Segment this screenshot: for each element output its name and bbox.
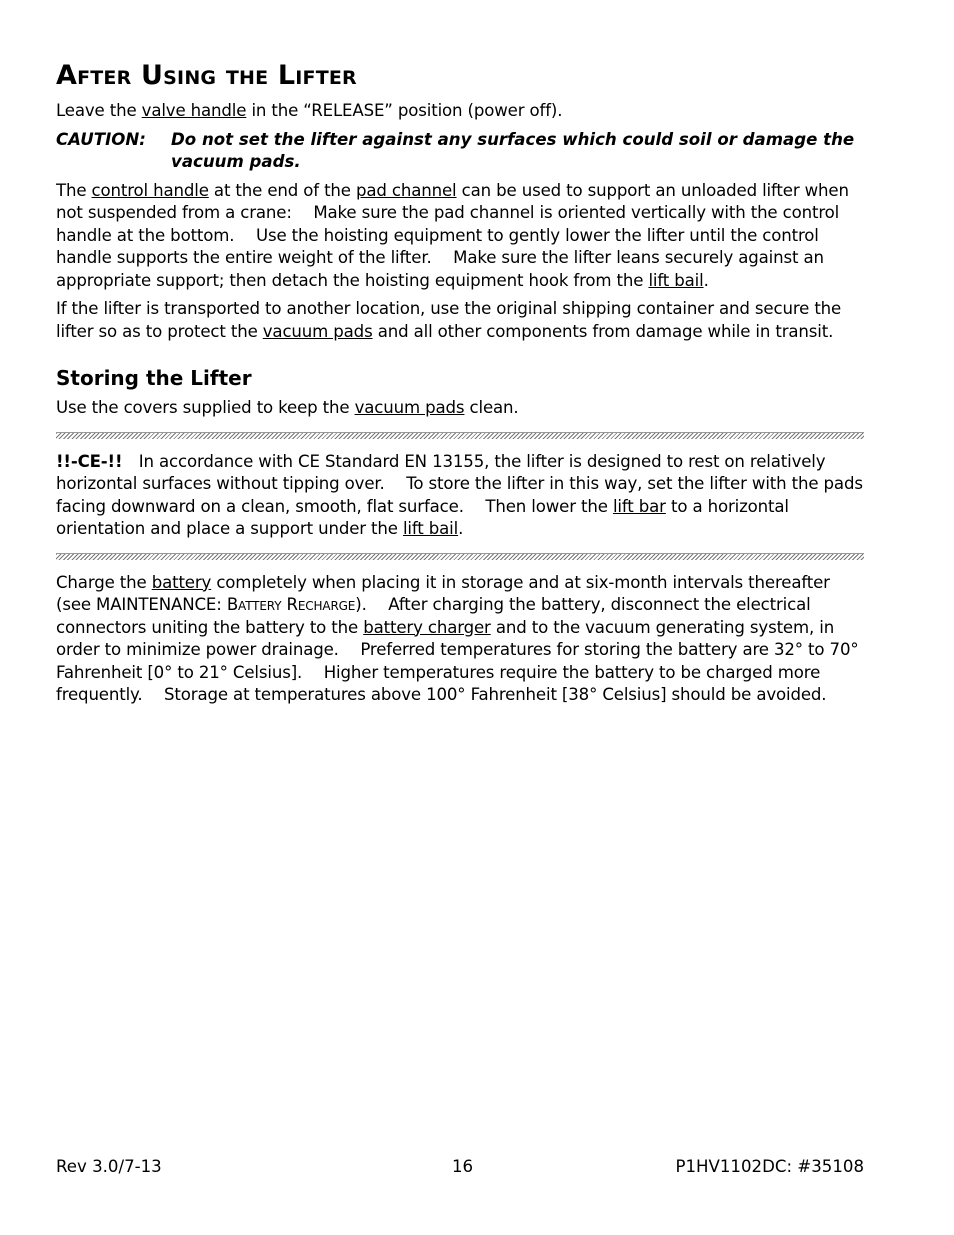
text: ). After charging the battery, disconnect the electrical connectors uniting the battery to the — [56, 595, 811, 637]
text: and to the vacuum generating system, in order to minimize power drainage. Preferred temperatures for storing the battery are 32° to 70° Fahrenheit [0° to 21° Celsius]. Higher temperatures require the battery to be charged more frequently. Storage at temperatures above 100° Fahrenheit [38° Celsius] should be avoided. — [56, 617, 859, 704]
link-battery-charger[interactable]: battery charger — [363, 617, 491, 637]
text: If the lifter is transported to another location, use the original shipping container and secure the lifter so as to protect the — [56, 299, 842, 341]
paragraph-covers — [56, 397, 866, 420]
text: and all other components from damage while in transit. — [372, 321, 834, 341]
text: Charge the — [56, 572, 152, 592]
text: The — [56, 180, 92, 200]
caution-text: Do not set the lifter against any surfaces which could soil or damage the vacuum pads. — [171, 129, 855, 171]
subsection-heading: Storing the Lifter — [56, 366, 252, 390]
paragraph-ce — [56, 451, 866, 541]
link-control-handle[interactable]: control handle — [91, 180, 209, 200]
text: clean. — [464, 398, 519, 417]
divider-top — [56, 432, 864, 439]
page-content — [56, 58, 866, 713]
text: Use the covers supplied to keep the — [56, 398, 355, 417]
text: at the end of the — [208, 180, 356, 200]
text: In accordance with CE Standard EN 13155, the lifter is designed to rest on relatively horizontal surfaces without tipping over. To store the lifter in this way, set the lifter with the pads facing downward on a clean, smooth, flat surface. Then lower the — [56, 451, 863, 516]
page-number: 16 — [452, 1157, 474, 1176]
section-heading: After Using the Lifter — [56, 60, 357, 91]
page-footer — [56, 1155, 864, 1179]
divider-bottom — [56, 553, 864, 560]
paragraph-control-handle — [56, 180, 866, 293]
revision: Rev 3.0/7-13 — [56, 1157, 162, 1176]
link-vacuum-pads[interactable]: vacuum pads — [262, 321, 373, 341]
caution-note — [56, 129, 866, 174]
link-valve-handle[interactable]: valve handle — [141, 101, 247, 120]
text: . — [458, 519, 464, 538]
text: Leave the — [56, 101, 142, 120]
text: in the “RELEASE” position (power off). — [246, 101, 563, 120]
text: can be used to support an unloaded lifter when not suspended from a crane: Make sure the pad channel is oriented vertically with the control handle at the bottom. Use the hoisting equipment to gently lower the lifter until the control handle supports the entire weight of the lifter. Make sure the lifter leans securely against an appropriate support; then detach the hoisting equipment hook from the — [56, 180, 849, 290]
text: . — [703, 270, 709, 290]
link-vacuum-pads[interactable]: vacuum pads — [354, 398, 465, 417]
ce-label: !!-CE-!! — [56, 451, 123, 471]
battery-recharge-ref: Battery Recharge — [226, 595, 356, 614]
paragraph-valve-handle — [56, 100, 866, 123]
link-pad-channel[interactable]: pad channel — [356, 180, 457, 200]
caution-label: CAUTION: — [56, 129, 146, 149]
text: to a horizontal orientation and place a support under the — [56, 496, 789, 538]
link-lift-bail[interactable]: lift bail — [648, 270, 704, 290]
paragraph-transport — [56, 298, 866, 343]
link-lift-bail[interactable]: lift bail — [402, 519, 459, 538]
link-lift-bar[interactable]: lift bar — [612, 496, 666, 516]
document-id: P1HV1102DC: #35108 — [675, 1157, 864, 1176]
link-battery[interactable]: battery — [151, 572, 212, 592]
paragraph-battery — [56, 572, 866, 707]
text: completely when placing it in storage and at six-month intervals thereafter (see MAINTENANCE: — [56, 572, 830, 614]
